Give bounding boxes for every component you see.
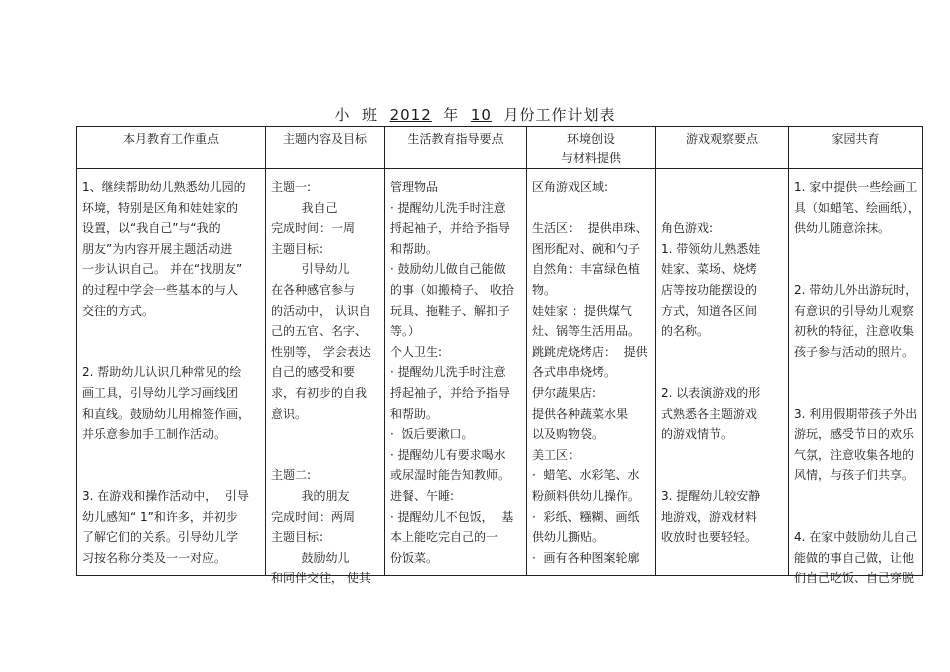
title-year: 2012	[389, 106, 432, 124]
text-line	[794, 383, 917, 404]
cell-lines	[661, 177, 783, 573]
text-line: · 饭后要漱口。	[390, 427, 474, 442]
cell-theme-content	[266, 169, 385, 586]
text-line: 有意识的引导幼儿观察	[794, 303, 915, 318]
cell-lines	[271, 177, 379, 586]
cell-environment	[527, 169, 656, 576]
text-line	[794, 362, 917, 383]
text-line: 1、继续帮助幼儿熟悉幼儿园的	[82, 180, 246, 194]
text-line: 或尿湿时能告知教师。	[390, 468, 511, 483]
text-line: 娃家、菜场、烧烤	[661, 262, 758, 277]
text-line: 捋起袖子，并给予指导	[390, 221, 511, 236]
text-line: 管理物品	[390, 180, 439, 194]
text-line: 份饭菜。	[390, 550, 439, 565]
title-mid: 年	[431, 106, 471, 124]
text-line: 店等按功能摆设的	[661, 282, 758, 297]
text-line: · 画有各种图案轮廓	[532, 550, 640, 565]
title-prefix: 小 班	[334, 106, 390, 124]
header-life-education	[385, 127, 527, 169]
text-line: 的过程中学会一些基本的与人	[82, 282, 239, 297]
text-line: 角色游戏:	[661, 221, 714, 236]
text-line: 的活动中， 认识自	[271, 303, 371, 318]
text-line: · 彩纸、糨糊、画纸	[532, 509, 640, 524]
text-line	[794, 239, 917, 260]
title-suffix: 月份工作计划表	[491, 106, 616, 124]
header-game-observation	[656, 127, 789, 169]
text-line	[661, 445, 783, 466]
text-line: · 鼓励幼儿做自己能做	[390, 262, 506, 277]
cell-education-focus	[77, 169, 266, 576]
text-line: 引导幼儿	[271, 262, 350, 277]
header-label: 家园共育	[831, 132, 880, 146]
text-line: 主题一:	[271, 180, 312, 194]
text-line: 灶、锅等生活用品。	[532, 324, 641, 339]
text-line: 2. 帮助幼儿认识几种常见的绘	[82, 365, 242, 380]
text-line: 供幼儿撕贴。	[532, 530, 605, 545]
cell-lines	[82, 177, 260, 573]
text-line: 娃娃家 ：提供煤气	[532, 303, 632, 318]
text-line: 游玩，感受节日的欢乐	[794, 427, 915, 442]
text-line: · 提醒幼儿洗手时注意	[390, 365, 506, 380]
text-line	[794, 507, 917, 528]
text-line: 本上能吃完自己的一	[390, 530, 499, 545]
text-line: 的事（如搬椅子、 收拾	[390, 282, 514, 297]
text-line: 供幼儿随意涂抹。	[794, 221, 891, 236]
text-line: 生活区： 提供串珠、	[532, 221, 648, 236]
text-line: 并乐意参加手工制作活动。	[82, 427, 227, 442]
text-line: 幼儿感知“ 1”和许多，并初步	[82, 509, 238, 524]
text-line: 各式串串烧烤。	[532, 365, 617, 380]
header-label: 主题内容及目标	[282, 132, 367, 146]
cell-lines	[532, 177, 650, 573]
text-line: 了解它们的关系。引导幼儿学	[82, 530, 239, 545]
text-line: 3. 利用假期带孩子外出	[794, 406, 918, 421]
text-line	[271, 424, 379, 445]
cell-lines	[390, 177, 521, 573]
text-line: 具（如蜡笔、绘画纸），	[794, 200, 921, 215]
text-line: 和帮助。	[390, 241, 439, 256]
text-line: 设置，以“我自己”与“我的	[82, 221, 221, 236]
text-line	[661, 362, 783, 383]
text-line: 们自己吃饭、自己穿脱	[794, 571, 915, 586]
text-line: 提供各种蔬菜水果	[532, 406, 629, 421]
text-line: 个人卫生:	[390, 344, 443, 359]
text-line: 粉颜料供幼儿操作。	[532, 488, 641, 503]
text-line: 区角游戏区域:	[532, 180, 609, 194]
text-line: 习按名称分类及一一对应。	[82, 550, 227, 565]
header-label: 本月教育工作重点	[122, 132, 219, 146]
cell-home-school	[789, 169, 923, 586]
text-line	[532, 198, 650, 219]
text-line: 3. 在游戏和操作活动中， 引导	[82, 488, 249, 503]
text-line	[794, 259, 917, 280]
text-line: 4. 在家中鼓励幼儿自己	[794, 530, 918, 545]
text-line: 以及购物袋。	[532, 427, 605, 442]
header-label: 游戏观察要点	[685, 132, 758, 146]
title-month: 10	[470, 106, 492, 124]
text-line	[661, 198, 783, 219]
text-line	[661, 465, 783, 486]
text-line: 一步认识自己。 并在“找朋友”	[82, 262, 243, 277]
text-line: 3. 提醒幼儿较安静	[661, 488, 761, 503]
text-line: 求，有初步的自我	[271, 385, 368, 400]
cell-lines	[794, 177, 921, 586]
text-line	[271, 445, 379, 466]
text-line: · 蜡笔、水彩笔、水	[532, 468, 640, 483]
text-line: 的名称。	[661, 324, 710, 339]
text-line: 主题二:	[271, 468, 312, 483]
text-line: 自己的感受和要	[271, 365, 356, 380]
text-line: 气氛，注意收集各地的	[794, 447, 915, 462]
text-line: 意识。	[271, 406, 308, 421]
text-line: 式熟悉各主题游戏	[661, 406, 758, 421]
text-line: 等。）	[390, 324, 421, 339]
text-line: 和帮助。	[390, 406, 439, 421]
text-line	[82, 465, 260, 486]
header-theme-content	[266, 127, 385, 169]
text-line: 完成时间：一周	[271, 221, 356, 236]
text-line	[661, 177, 783, 198]
text-line: 捋起袖子，并给予指导	[390, 385, 511, 400]
text-line: 方式，知道各区间	[661, 303, 758, 318]
text-line	[82, 342, 260, 363]
text-line: 初秋的特征，注意收集	[794, 324, 915, 339]
text-line: 图形配对、碗和勺子	[532, 241, 641, 256]
text-line: 的游戏情节。	[661, 427, 734, 442]
text-line: 物。	[532, 282, 557, 297]
text-line: · 提醒幼儿不包饭， 基	[390, 509, 514, 524]
text-line: 己的五官、名字、	[271, 324, 368, 339]
header-environment	[527, 127, 656, 169]
text-line	[661, 342, 783, 363]
text-line: 朋友”为内容开展主题活动进	[82, 241, 233, 256]
text-line: 玩具、拖鞋子、解扣子	[390, 303, 511, 318]
text-line: 和同伴交往， 使其	[271, 571, 371, 586]
header-label: 环境创设 与材料提供	[560, 132, 621, 165]
text-line: 我的朋友	[271, 488, 350, 503]
text-line: 环境，特别是区角和娃娃家的	[82, 200, 239, 215]
text-line: 跳跳虎烧烤店： 提供	[532, 344, 648, 359]
text-line: 自然角：丰富绿色植	[532, 262, 641, 277]
text-line: 地游戏，游戏材料	[661, 509, 758, 524]
text-line: 和直线。鼓励幼儿用棉签作画，	[82, 406, 251, 421]
text-line: 美工区：	[532, 447, 581, 462]
text-line: 1. 带领幼儿熟悉娃	[661, 241, 761, 256]
text-line: · 提醒幼儿洗手时注意	[390, 200, 506, 215]
text-line: 孩子参与活动的照片。	[794, 344, 915, 359]
header-home-school	[789, 127, 923, 169]
text-line: 进餐、午睡:	[390, 488, 455, 503]
text-line: 收放时也要轻轻。	[661, 530, 758, 545]
text-line: 交往的方式。	[82, 303, 155, 318]
text-line: 完成时间：两周	[271, 509, 356, 524]
text-line: 风情，与孩子们共享。	[794, 468, 915, 483]
text-line: 2. 带幼儿外出游玩时，	[794, 282, 918, 297]
header-label: 生活教育指导要点	[407, 132, 504, 146]
header-row	[77, 127, 923, 169]
text-line: 伊尔蔬果店:	[532, 385, 597, 400]
text-line: 鼓励幼儿	[271, 550, 350, 565]
text-line: · 提醒幼儿有要求喝水	[390, 447, 506, 462]
text-line: 我自己	[271, 200, 338, 215]
page-title	[0, 104, 950, 125]
text-line	[82, 321, 260, 342]
text-line: 1. 家中提供一些绘画工	[794, 180, 918, 194]
text-line	[82, 445, 260, 466]
text-line: 主题目标:	[271, 530, 324, 545]
text-line: 画工具，引导幼儿学习画线团	[82, 385, 239, 400]
cell-game-observation	[656, 169, 789, 576]
content-row	[77, 169, 923, 576]
text-line	[794, 486, 917, 507]
text-line: 能做的事自己做，让他	[794, 550, 915, 565]
text-line: 主题目标:	[271, 241, 324, 256]
text-line: 性别等， 学会表达	[271, 344, 371, 359]
header-education-focus	[77, 127, 266, 169]
text-line: 2. 以表演游戏的形	[661, 385, 761, 400]
work-plan-table	[76, 126, 923, 586]
text-line: 在各种感官参与	[271, 282, 356, 297]
cell-life-education	[385, 169, 527, 576]
